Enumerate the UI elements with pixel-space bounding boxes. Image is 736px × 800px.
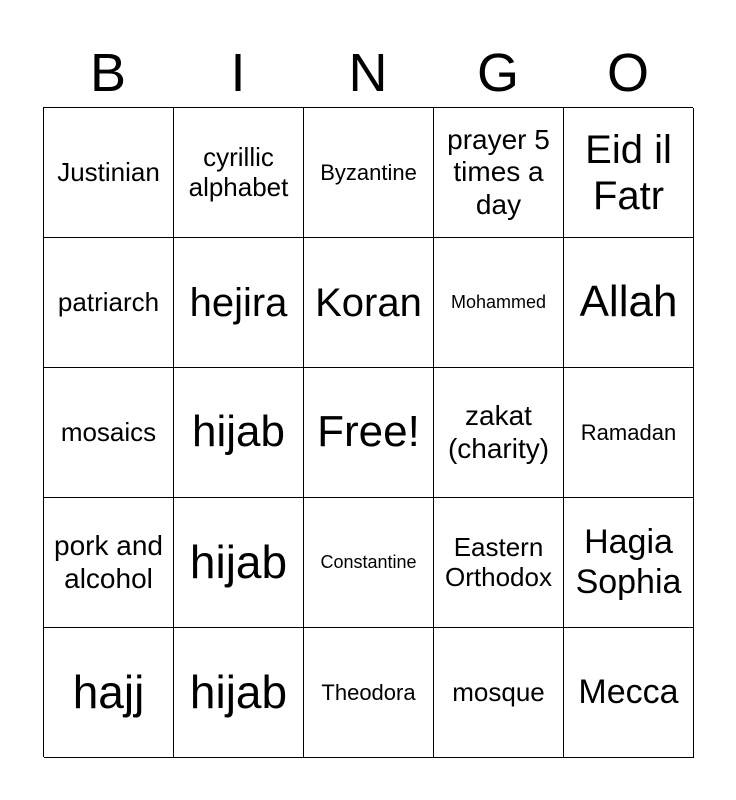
header-letter-i: I	[230, 43, 246, 103]
bingo-cell[interactable]	[434, 108, 564, 238]
header-letter-g: G	[476, 43, 519, 103]
cell-text: Eid il Fatr	[585, 127, 672, 218]
bingo-cell[interactable]	[44, 628, 174, 758]
cell-text: cyrillic alphabet	[188, 141, 289, 202]
cell-text: zakat (charity)	[447, 400, 550, 464]
cell-text: Byzantine	[320, 159, 417, 185]
bingo-cell[interactable]	[44, 108, 174, 238]
header-letter-o: O	[606, 43, 649, 103]
cell-text: hejira	[189, 280, 288, 325]
bingo-cell[interactable]	[564, 498, 694, 628]
bingo-cell[interactable]	[44, 368, 174, 498]
free-space-cell[interactable]	[304, 368, 434, 498]
bingo-cell[interactable]	[564, 108, 694, 238]
header-letter-b: B	[89, 43, 127, 103]
cell-text: Free!	[317, 407, 420, 457]
cell-text: Koran	[315, 280, 422, 325]
cell-text: Allah	[579, 277, 678, 327]
bingo-board	[43, 107, 693, 757]
bingo-cell[interactable]	[434, 628, 564, 758]
cell-text: hijab	[189, 536, 288, 589]
cell-text: hijab	[192, 407, 285, 457]
bingo-cell[interactable]	[44, 238, 174, 368]
bingo-cell[interactable]	[304, 108, 434, 238]
cell-text: Theodora	[321, 679, 416, 705]
bingo-header	[43, 38, 693, 108]
cell-text: Constantine	[320, 552, 417, 573]
bingo-cell[interactable]	[44, 498, 174, 628]
cell-text: Justinian	[57, 156, 160, 187]
cell-text: prayer 5 times a day	[447, 124, 550, 220]
bingo-cell[interactable]	[174, 368, 304, 498]
header-letter-n: N	[348, 43, 388, 103]
cell-text: mosaics	[60, 416, 157, 447]
bingo-cell[interactable]	[434, 368, 564, 498]
bingo-cell[interactable]	[174, 628, 304, 758]
cell-text: pork and alcohol	[54, 530, 163, 594]
bingo-cell[interactable]	[174, 108, 304, 238]
bingo-cell[interactable]	[304, 498, 434, 628]
bingo-cell[interactable]	[174, 498, 304, 628]
cell-text: Eastern Orthodox	[445, 531, 552, 592]
cell-text: hijab	[189, 666, 288, 719]
bingo-cell[interactable]	[564, 368, 694, 498]
cell-text: Mecca	[578, 672, 679, 711]
cell-text: hajj	[72, 666, 145, 719]
bingo-cell[interactable]	[564, 238, 694, 368]
cell-text: mosque	[452, 676, 545, 707]
cell-text: Ramadan	[580, 419, 677, 445]
cell-text: patriarch	[57, 286, 160, 317]
bingo-cell[interactable]	[304, 238, 434, 368]
bingo-cell[interactable]	[304, 628, 434, 758]
bingo-cell[interactable]	[434, 238, 564, 368]
bingo-cell[interactable]	[434, 498, 564, 628]
bingo-cell[interactable]	[174, 238, 304, 368]
bingo-cell[interactable]	[564, 628, 694, 758]
cell-text: Hagia Sophia	[575, 523, 682, 601]
cell-text: Mohammed	[450, 292, 547, 313]
